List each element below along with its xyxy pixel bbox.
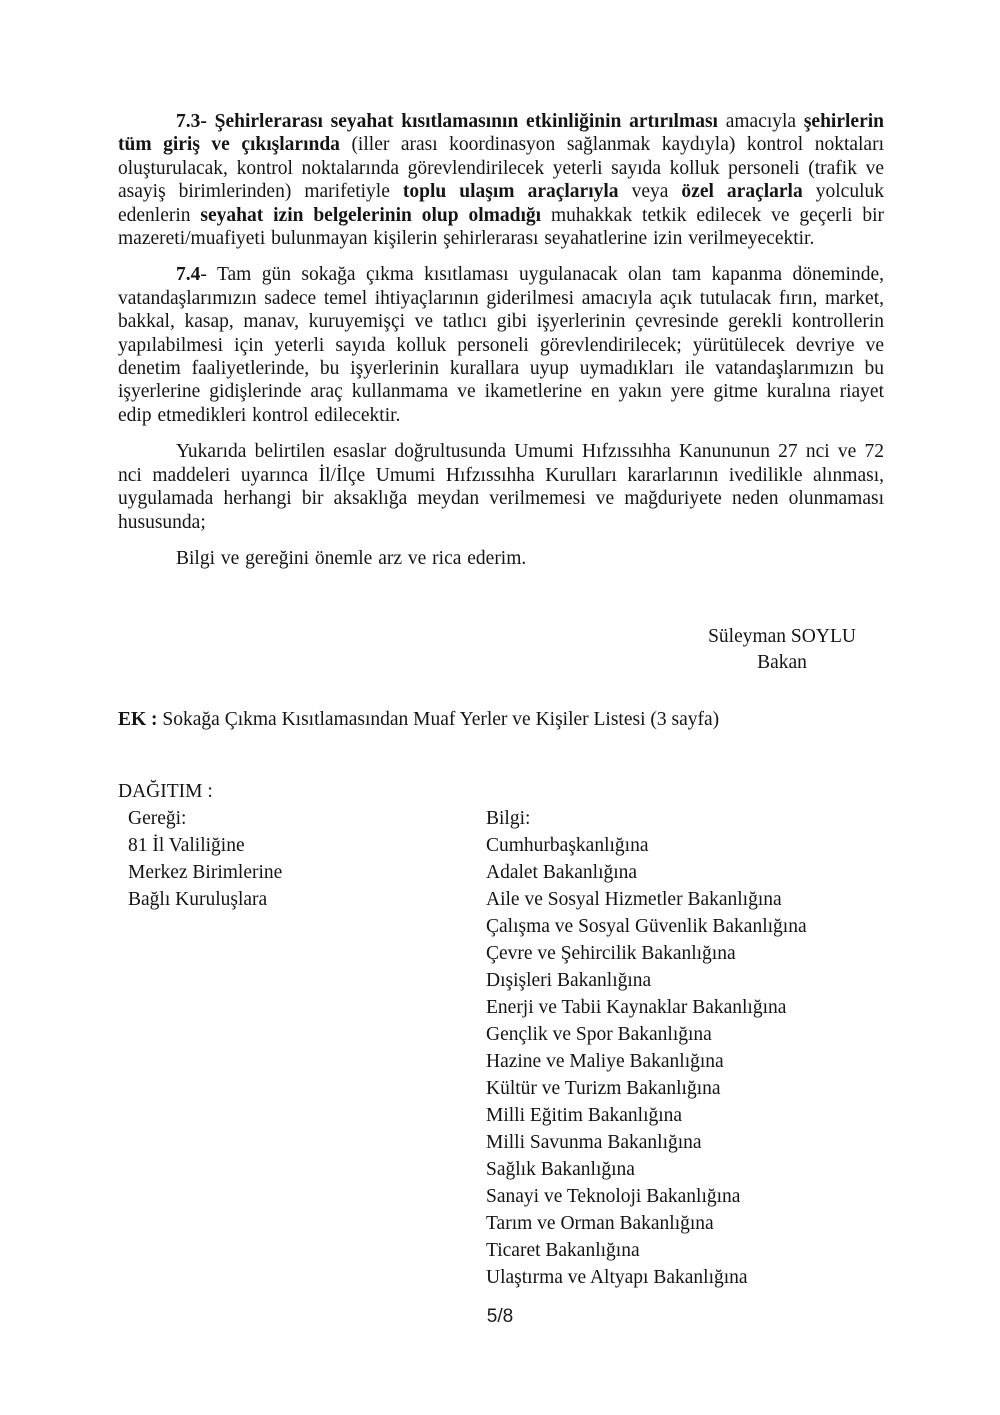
- distribution-list-item: Adalet Bakanlığına: [486, 861, 638, 883]
- distribution-list-item: Cumhurbaşkanlığına: [486, 834, 649, 856]
- distribution-list-item: Milli Eğitim Bakanlığına: [486, 1104, 683, 1126]
- text-run: (iller arası koordinasyon sağlanmak kaydıyla) kontrol noktaları oluşturulacak, kontrol noktalarında görevlendirilecek yeterli sayıda kolluk personeli (trafik ve asayiş birimlerinden) marifetiyle: [118, 134, 884, 203]
- distribution-list-item: Enerji ve Tabii Kaynaklar Bakanlığına: [486, 996, 787, 1018]
- distribution-list-item: Ticaret Bakanlığına: [486, 1239, 640, 1261]
- text-run: toplu ulaşım araçlarıyla: [402, 181, 619, 203]
- distribution-geregi-column: [118, 805, 486, 913]
- distribution-bilgi-list: [486, 832, 884, 1291]
- distribution-list-item: Sanayi ve Teknoloji Bakanlığına: [486, 1185, 741, 1207]
- distribution-heading: DAĞITIM :: [118, 780, 213, 802]
- text-run: seyahat izin belgelerinin olup olmadığı: [200, 204, 542, 226]
- distribution-geregi-label: Gereği:: [128, 807, 187, 829]
- distribution-list-item: Dışişleri Bakanlığına: [486, 969, 652, 991]
- distribution-list-item: Gençlik ve Spor Bakanlığına: [486, 1023, 712, 1045]
- text-run: muhakkak tetkik edilecek ve geçerli bir mazereti/muafiyeti bulunmayan kişilerin şehirlerarası seyahatlerine izin verilmeyecektir.: [118, 204, 885, 250]
- distribution-list-item: Aile ve Sosyal Hizmetler Bakanlığına: [486, 888, 782, 910]
- distribution-list-item: Milli Savunma Bakanlığına: [486, 1131, 702, 1153]
- text-run: Yukarıda belirtilen esaslar doğrultusunda Umumi Hıfzıssıhha Kanununun 27 nci ve 72 nci maddeleri uyarınca İl/İlçe Umumi Hıfzıssıhha Kurulları kararlarının ivedilikle alınması, uygulamada herhangi bir aksaklığa meydan verilmemesi ve mağduriyete neden olunmaması hususunda;: [118, 441, 884, 533]
- page-number: 5/8: [486, 1306, 514, 1327]
- text-run: yolculuk edenlerin: [118, 181, 885, 226]
- distribution-bilgi-label: Bilgi:: [486, 807, 531, 829]
- document-body: [118, 110, 884, 1291]
- text-run: Sokağa Çıkma Kısıtlamasından Muaf Yerler ve Kişiler Listesi (3 sayfa): [157, 709, 720, 731]
- distribution-bilgi-column: [486, 805, 884, 1291]
- text-run: 7.3- Şehirlerarası seyahat kısıtlamasının etkinliğinin artırılması: [176, 111, 718, 132]
- text-run: - Tam gün sokağa çıkma kısıtlaması uygulanacak olan tam kapanma döneminde, vatandaşlarımızın sadece temel ihtiyaçlarının giderilmesi amacıyla açık tutulacak fırın, market, bakkal, kasap, manav, kuruyemişçi ve tatlıcı gibi işyerlerinin çevresinde gerekli kontrollerin yapılabilmesi için yeterli sayıda kolluk personeli görevlendirilecek; yürütülecek devriye ve denetim faaliyetlerinde, bu işyerlerinin kurallara uyup uymadıkları ile vatandaşlarımızın bu işyerlerine gidişlerinde araç kullanmama ve ikametlerine en yakın yere gitme kuralına riayet edip etmedikleri kontrol edilecektir.: [118, 264, 884, 426]
- distribution-list-item: Kültür ve Turizm Bakanlığına: [486, 1077, 721, 1099]
- attachment-line: [118, 708, 884, 731]
- distribution-list-item: Çevre ve Şehircilik Bakanlığına: [486, 942, 736, 964]
- text-run: Bilgi ve gereğini önemle arz ve rica ederim.: [176, 547, 527, 569]
- paragraph-legal-basis: [118, 440, 884, 534]
- distribution-list-item: Hazine ve Maliye Bakanlığına: [486, 1050, 724, 1072]
- text-run: veya: [618, 181, 682, 203]
- distribution-list-item: 81 İl Valiliğine: [128, 834, 245, 856]
- text-run: EK :: [118, 709, 158, 731]
- distribution-columns: [118, 805, 884, 1291]
- text-run: amacıyla: [717, 111, 804, 132]
- distribution-list-item: Sağlık Bakanlığına: [486, 1158, 635, 1180]
- distribution-list-item: Bağlı Kuruluşlara: [128, 888, 268, 910]
- distribution-list-item: Tarım ve Orman Bakanlığına: [486, 1212, 714, 1234]
- paragraph-closing: [118, 547, 884, 570]
- distribution-geregi-list: [128, 832, 486, 913]
- signature-title: Bakan: [757, 652, 807, 674]
- text-run: şehirlerin tüm giriş ve çıkışlarında: [118, 111, 884, 156]
- distribution-section: [118, 778, 884, 1291]
- signature-name: Süleyman SOYLU: [708, 626, 856, 648]
- signature-block: [662, 624, 902, 676]
- text-run: özel araçlarla: [681, 181, 803, 203]
- distribution-list-item: Merkez Birimlerine: [128, 861, 283, 883]
- distribution-list-item: Ulaştırma ve Altyapı Bakanlığına: [486, 1266, 748, 1288]
- distribution-list-item: Çalışma ve Sosyal Güvenlik Bakanlığına: [486, 915, 807, 937]
- paragraph-7-4: [118, 263, 884, 427]
- text-run: 7.4: [176, 264, 201, 286]
- paragraph-7-3: [118, 110, 884, 250]
